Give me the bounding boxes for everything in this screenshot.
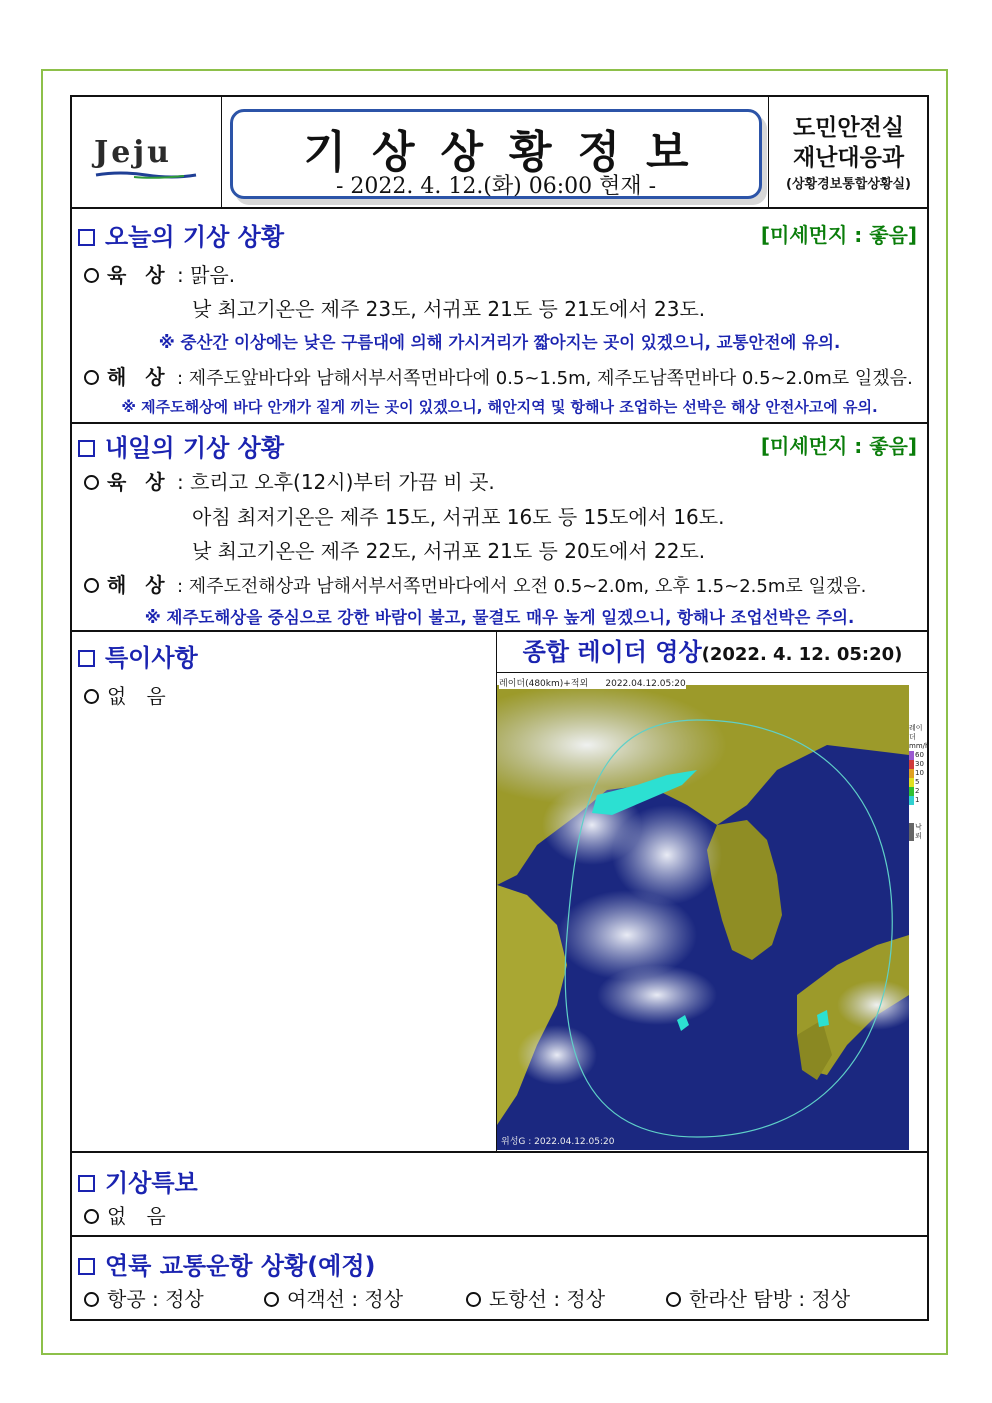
today-land-note: ※ 중산간 이상에는 낮은 구름대에 의해 가시거리가 짧아지는 곳이 있겠으니, 교통안전에 유의. (158, 333, 841, 352)
tomorrow-dust-status: [미세먼지 : 좋음] (760, 434, 917, 458)
report-datetime: - 2022. 4. 12.(화) 06:00 현재 - (335, 174, 657, 199)
tomorrow-max-temp: 낮 최고기온은 제주 22도, 서귀포 21도 등 20도에서 22도. (192, 539, 706, 563)
jeju-logo: Jeju (94, 135, 172, 170)
tomorrow-heading: 내일의 기상 상황 (78, 428, 284, 463)
special-heading: 특이사항 (78, 638, 198, 673)
logo-wave-icon (94, 171, 198, 179)
checkbox-icon (78, 1175, 95, 1192)
division-name: 재난대응과 (792, 145, 905, 171)
tomorrow-min-temp: 아침 최저기온은 제주 15도, 서귀포 16도 등 15도에서 16도. (192, 505, 725, 529)
traffic-ferry: 여객선 : 정상 (264, 1283, 403, 1312)
radar-legend: 레이더 mm/h 60 30 10 5 2 1 낙뢰 (909, 724, 930, 840)
bullet-circle-icon (84, 475, 99, 490)
page-title: 기상상황정보 (303, 127, 715, 178)
radar-panel (496, 632, 928, 1152)
logo-cell (72, 97, 222, 207)
weather-report (70, 95, 929, 1321)
checkbox-icon (78, 1258, 95, 1275)
report-header (72, 97, 927, 209)
radar-date: (2022. 4. 12. 05:20) (701, 644, 903, 665)
checkbox-icon (78, 440, 95, 457)
bullet-circle-icon (84, 689, 99, 704)
bullet-circle-icon (666, 1292, 681, 1307)
bullet-circle-icon (84, 1292, 99, 1307)
today-heading: 오늘의 기상 상황 (78, 217, 284, 252)
today-sea-note: ※ 제주도해상에 바다 안개가 짙게 끼는 곳이 있겠으니, 해안지역 및 항해나 조업하는 선박은 해상 안전사고에 유의. (121, 398, 878, 416)
radar-title: 종합 레이더 영상 (522, 638, 702, 666)
warning-heading: 기상특보 (78, 1163, 198, 1198)
today-dust-status: [미세먼지 : 좋음] (760, 223, 917, 247)
tomorrow-sea-note: ※ 제주도해상을 중심으로 강한 바람이 불고, 물결도 매우 높게 일겠으니, 항해나 조업선박은 주의. (144, 608, 855, 627)
special-radar-section (72, 632, 930, 1153)
bullet-circle-icon (84, 268, 99, 283)
department-name: 도민안전실 (792, 115, 905, 141)
radar-footer: 위성G : 2022.04.12.05:20 (501, 1137, 615, 1147)
tomorrow-section (72, 424, 927, 632)
tomorrow-sea-row: 해 상 : 제주도전해상과 남해서부서쪽먼바다에서 오전 0.5~2.0m, 오후 1.5~2.5m로 일겠음. (84, 569, 866, 598)
title-box (230, 109, 762, 199)
special-item: 없 음 (84, 680, 166, 709)
radar-heading (497, 632, 928, 673)
traffic-island-ferry: 도항선 : 정상 (466, 1283, 605, 1312)
department-cell (768, 97, 928, 207)
warning-item: 없 음 (84, 1200, 166, 1229)
office-name: (상황경보통합상황실) (786, 177, 911, 192)
today-land-detail: 낮 최고기온은 제주 23도, 서귀포 21도 등 21도에서 23도. (192, 297, 706, 321)
bullet-circle-icon (84, 370, 99, 385)
today-section (72, 209, 927, 424)
bullet-circle-icon (84, 1209, 99, 1224)
bullet-circle-icon (264, 1292, 279, 1307)
today-land-row: 육 상 : 맑음. (84, 259, 235, 288)
checkbox-icon (78, 229, 95, 246)
traffic-heading: 연륙 교통운항 상황(예정) (78, 1246, 376, 1281)
traffic-air: 항공 : 정상 (84, 1283, 204, 1312)
radar-caption: 레이더(480km)+적외 2022.04.12.05:20 (499, 676, 686, 689)
checkbox-icon (78, 650, 95, 667)
bullet-circle-icon (466, 1292, 481, 1307)
warning-section (72, 1153, 927, 1237)
traffic-hallasan: 한라산 탐방 : 정상 (666, 1283, 850, 1312)
today-sea-row: 해 상 : 제주도앞바다와 남해서부서쪽먼바다에 0.5~1.5m, 제주도남쪽먼바다 0.5~2.0m로 일겠음. (84, 361, 913, 390)
radar-image (497, 675, 909, 1150)
tomorrow-land-row: 육 상 : 흐리고 오후(12시)부터 가끔 비 곳. (84, 466, 495, 495)
traffic-section (72, 1237, 927, 1319)
bullet-circle-icon (84, 578, 99, 593)
